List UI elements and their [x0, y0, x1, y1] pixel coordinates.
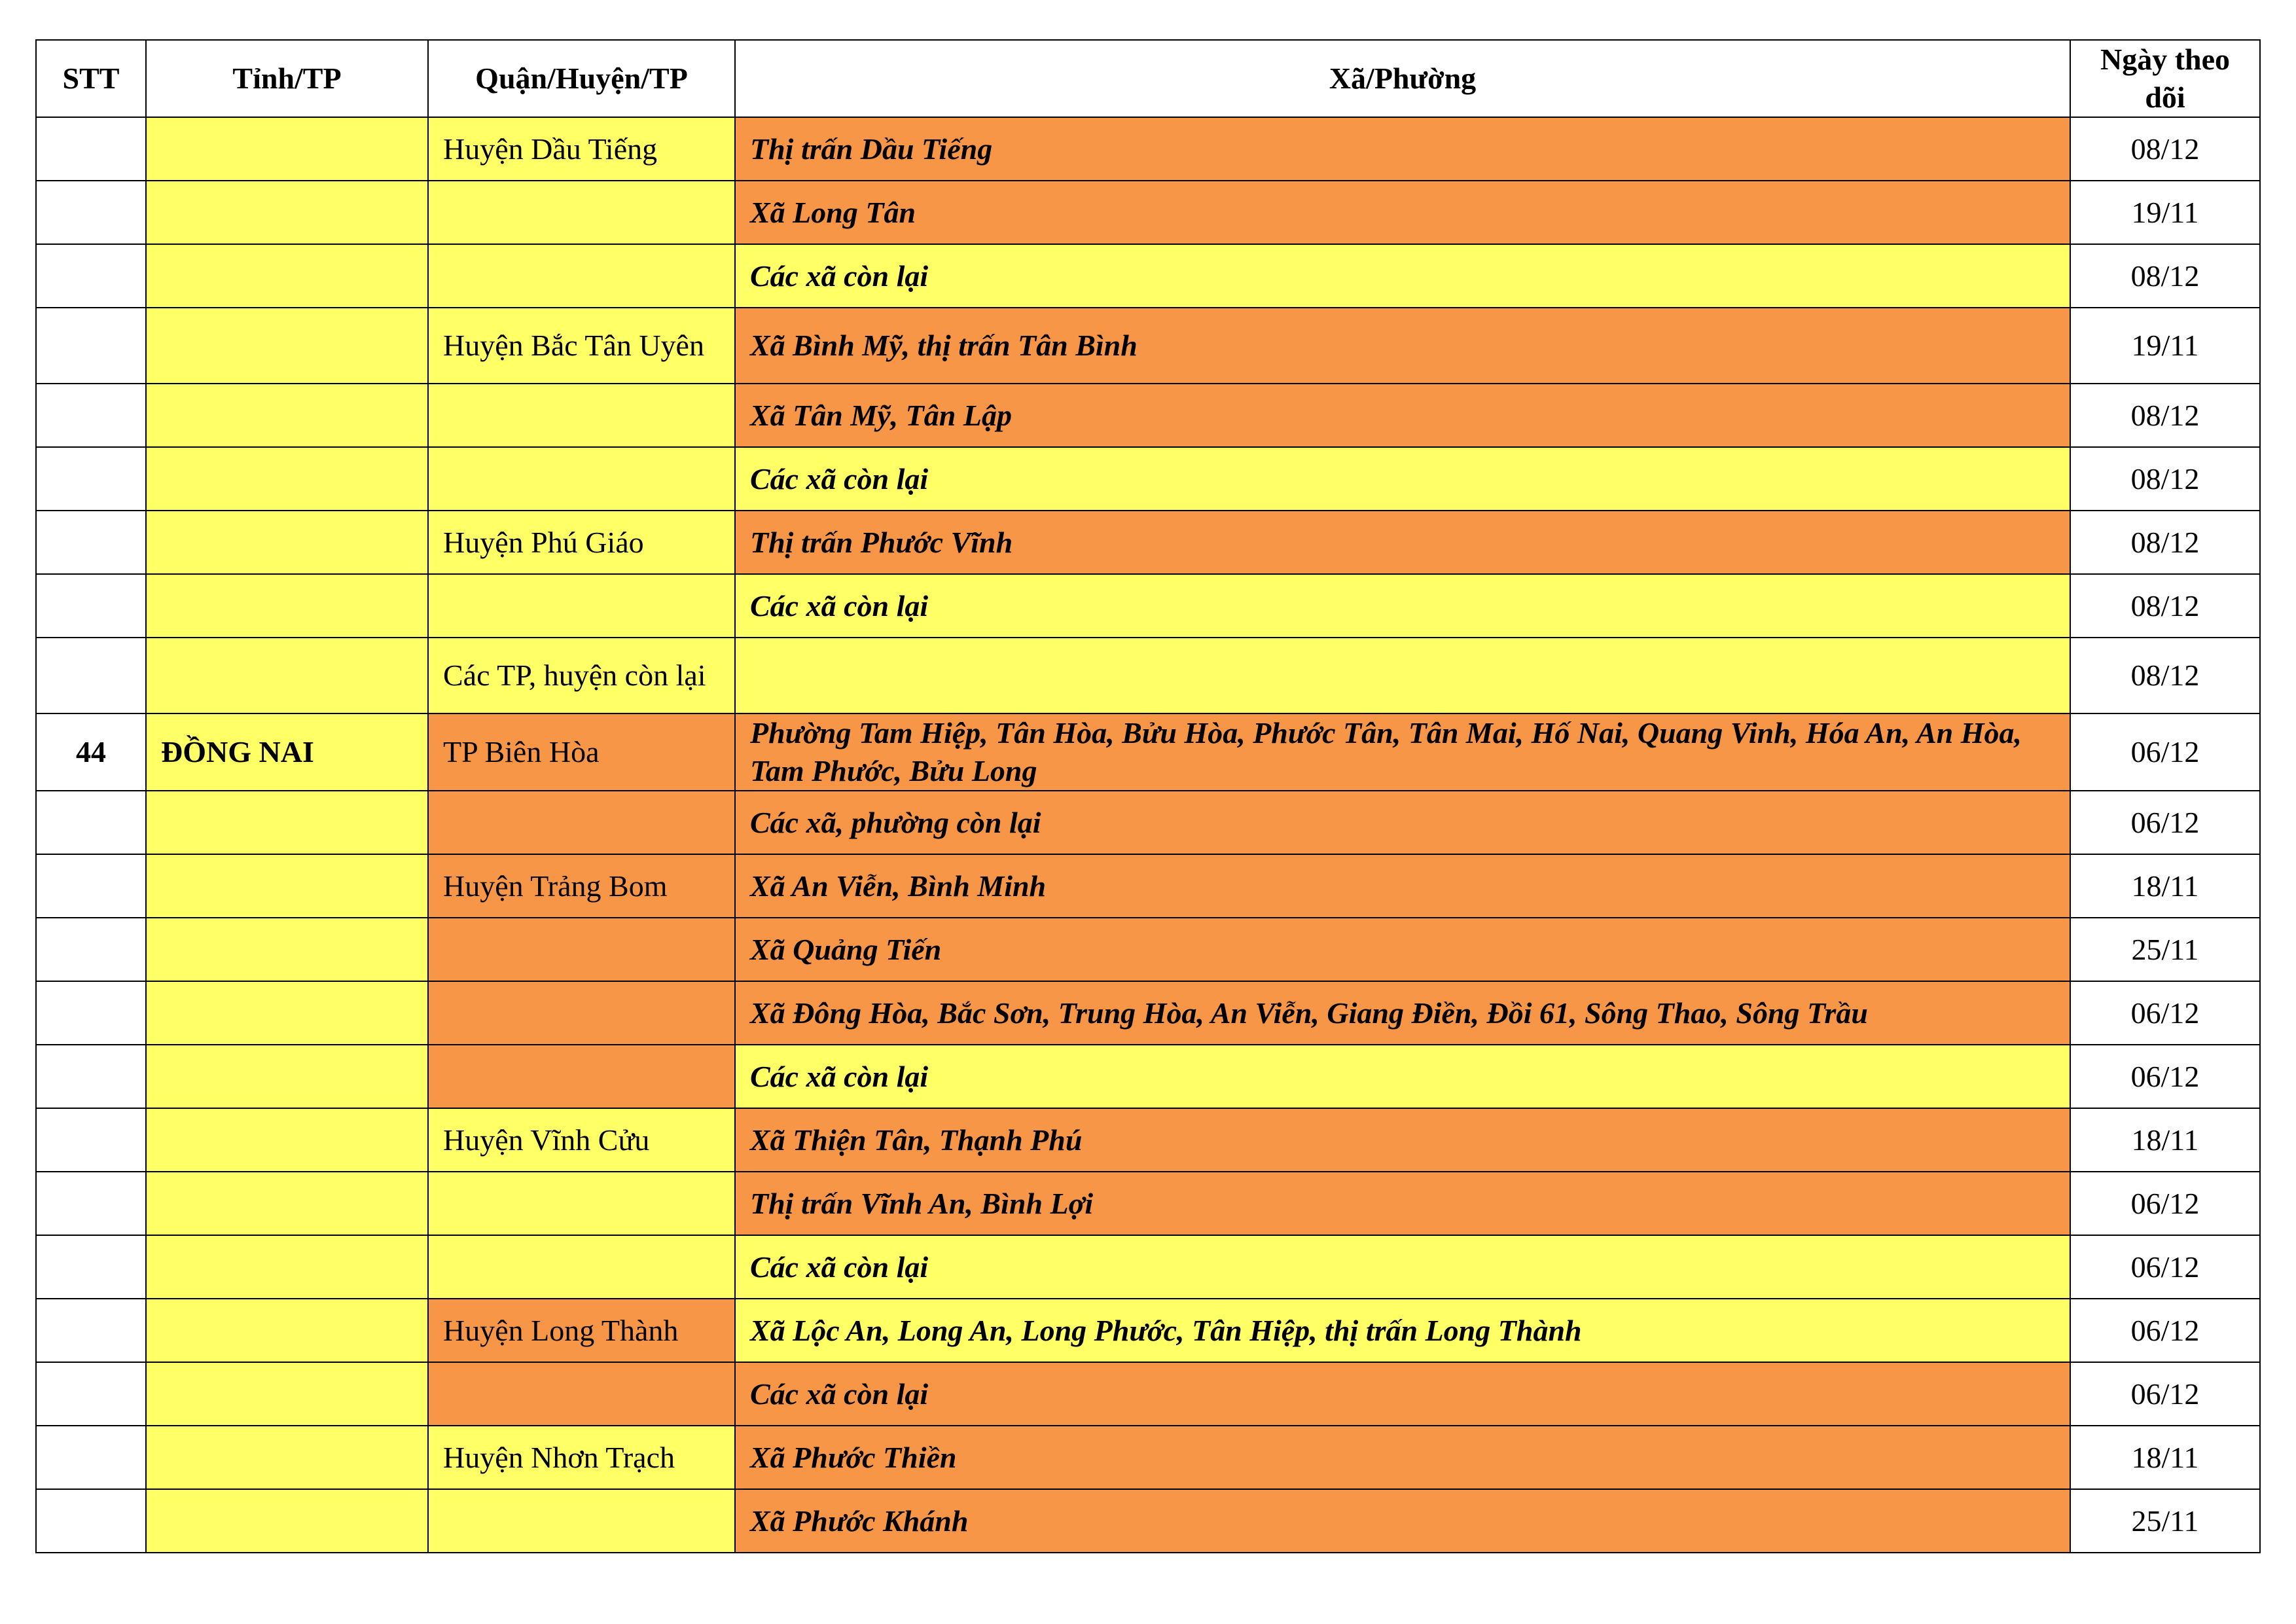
- date-cell: 08/12: [2070, 574, 2260, 638]
- ward-cell: Các xã còn lại: [735, 574, 2070, 638]
- date-cell: 06/12: [2070, 1235, 2260, 1299]
- district-cell: Huyện Vĩnh Cửu: [428, 1108, 735, 1172]
- district-cell: [428, 1489, 735, 1553]
- stt-cell: [36, 1426, 146, 1489]
- table-row: [36, 1045, 2260, 1108]
- date-cell: 25/11: [2070, 1489, 2260, 1553]
- province-cell: [146, 1045, 428, 1108]
- date-cell: 08/12: [2070, 244, 2260, 308]
- date-cell: 08/12: [2070, 447, 2260, 511]
- date-cell: 06/12: [2070, 1362, 2260, 1426]
- stt-cell: [36, 1299, 146, 1362]
- stt-cell: [36, 181, 146, 244]
- stt-cell: [36, 1172, 146, 1235]
- header-date: Ngày theo dõi: [2070, 40, 2260, 117]
- stt-cell: [36, 574, 146, 638]
- stt-cell: [36, 1362, 146, 1426]
- ward-cell: Xã Long Tân: [735, 181, 2070, 244]
- table-row: [36, 854, 2260, 918]
- stt-cell: [36, 1108, 146, 1172]
- stt-cell: [36, 791, 146, 854]
- table-row: [36, 1108, 2260, 1172]
- date-cell: 18/11: [2070, 854, 2260, 918]
- province-cell: [146, 791, 428, 854]
- stt-cell: [36, 117, 146, 181]
- district-cell: TP Biên Hòa: [428, 713, 735, 791]
- district-cell: [428, 447, 735, 511]
- province-cell: [146, 1362, 428, 1426]
- header-stt: STT: [36, 40, 146, 117]
- stt-cell: [36, 854, 146, 918]
- date-cell: 18/11: [2070, 1108, 2260, 1172]
- province-cell: [146, 981, 428, 1045]
- table-row: [36, 713, 2260, 791]
- district-cell: [428, 1235, 735, 1299]
- table-row: [36, 117, 2260, 181]
- district-cell: [428, 574, 735, 638]
- district-cell: [428, 1362, 735, 1426]
- stt-cell: [36, 308, 146, 384]
- district-cell: Huyện Trảng Bom: [428, 854, 735, 918]
- stt-cell: [36, 918, 146, 981]
- table-row: [36, 181, 2260, 244]
- ward-cell: Xã An Viễn, Bình Minh: [735, 854, 2070, 918]
- province-cell: [146, 511, 428, 574]
- ward-cell: Xã Bình Mỹ, thị trấn Tân Bình: [735, 308, 2070, 384]
- date-cell: 06/12: [2070, 713, 2260, 791]
- stt-cell: [36, 447, 146, 511]
- ward-cell: Các xã còn lại: [735, 1045, 2070, 1108]
- table-row: [36, 638, 2260, 713]
- ward-cell: Các xã còn lại: [735, 447, 2070, 511]
- ward-cell: Phường Tam Hiệp, Tân Hòa, Bửu Hòa, Phước Tân, Tân Mai, Hố Nai, Quang Vinh, Hóa An, An Hòa, Tam Phước, Bửu Long: [735, 713, 2070, 791]
- stt-cell: [36, 638, 146, 713]
- date-cell: 19/11: [2070, 308, 2260, 384]
- province-cell: [146, 308, 428, 384]
- date-cell: 08/12: [2070, 384, 2260, 447]
- province-cell: [146, 1108, 428, 1172]
- header-ward: Xã/Phường: [735, 40, 2070, 117]
- date-cell: 08/12: [2070, 511, 2260, 574]
- date-cell: 06/12: [2070, 981, 2260, 1045]
- ward-cell: [735, 638, 2070, 713]
- stt-cell: [36, 244, 146, 308]
- province-cell: [146, 854, 428, 918]
- ward-cell: Thị trấn Phước Vĩnh: [735, 511, 2070, 574]
- province-cell: [146, 1299, 428, 1362]
- district-cell: Các TP, huyện còn lại: [428, 638, 735, 713]
- province-cell: [146, 447, 428, 511]
- table-row: [36, 1426, 2260, 1489]
- table-row: [36, 791, 2260, 854]
- stt-cell: [36, 511, 146, 574]
- district-cell: Huyện Dầu Tiếng: [428, 117, 735, 181]
- ward-cell: Xã Đông Hòa, Bắc Sơn, Trung Hòa, An Viễn, Giang Điền, Đồi 61, Sông Thao, Sông Trầu: [735, 981, 2070, 1045]
- province-cell: [146, 181, 428, 244]
- table-row: [36, 1489, 2260, 1553]
- district-cell: Huyện Long Thành: [428, 1299, 735, 1362]
- ward-cell: Các xã còn lại: [735, 1235, 2070, 1299]
- ward-cell: Xã Thiện Tân, Thạnh Phú: [735, 1108, 2070, 1172]
- date-cell: 18/11: [2070, 1426, 2260, 1489]
- header-row: [36, 40, 2260, 117]
- ward-cell: Các xã còn lại: [735, 244, 2070, 308]
- date-cell: 19/11: [2070, 181, 2260, 244]
- table-row: [36, 384, 2260, 447]
- ward-cell: Thị trấn Vĩnh An, Bình Lợi: [735, 1172, 2070, 1235]
- table-row: [36, 511, 2260, 574]
- province-cell: ĐỒNG NAI: [146, 713, 428, 791]
- district-cell: Huyện Bắc Tân Uyên: [428, 308, 735, 384]
- district-cell: [428, 918, 735, 981]
- ward-cell: Xã Quảng Tiến: [735, 918, 2070, 981]
- stt-cell: 44: [36, 713, 146, 791]
- monitoring-table: [35, 39, 2261, 1553]
- ward-cell: Các xã, phường còn lại: [735, 791, 2070, 854]
- ward-cell: Các xã còn lại: [735, 1362, 2070, 1426]
- header-district: Quận/Huyện/TP: [428, 40, 735, 117]
- ward-cell: Xã Tân Mỹ, Tân Lập: [735, 384, 2070, 447]
- date-cell: 08/12: [2070, 117, 2260, 181]
- district-cell: [428, 181, 735, 244]
- table-body: [36, 117, 2260, 1553]
- province-cell: [146, 384, 428, 447]
- table-row: [36, 1362, 2260, 1426]
- stt-cell: [36, 1045, 146, 1108]
- province-cell: [146, 1172, 428, 1235]
- province-cell: [146, 638, 428, 713]
- district-cell: [428, 981, 735, 1045]
- table-row: [36, 1172, 2260, 1235]
- stt-cell: [36, 384, 146, 447]
- district-cell: [428, 384, 735, 447]
- date-cell: 06/12: [2070, 791, 2260, 854]
- date-cell: 06/12: [2070, 1299, 2260, 1362]
- district-cell: [428, 1172, 735, 1235]
- table-row: [36, 308, 2260, 384]
- ward-cell: Xã Phước Khánh: [735, 1489, 2070, 1553]
- table-row: [36, 981, 2260, 1045]
- district-cell: [428, 791, 735, 854]
- header-province: Tỉnh/TP: [146, 40, 428, 117]
- province-cell: [146, 1235, 428, 1299]
- district-cell: [428, 1045, 735, 1108]
- stt-cell: [36, 981, 146, 1045]
- table-row: [36, 447, 2260, 511]
- ward-cell: Xã Lộc An, Long An, Long Phước, Tân Hiệp, thị trấn Long Thành: [735, 1299, 2070, 1362]
- province-cell: [146, 1489, 428, 1553]
- date-cell: 08/12: [2070, 638, 2260, 713]
- table-row: [36, 918, 2260, 981]
- table-row: [36, 1299, 2260, 1362]
- table-row: [36, 574, 2260, 638]
- district-cell: [428, 244, 735, 308]
- ward-cell: Thị trấn Dầu Tiếng: [735, 117, 2070, 181]
- province-cell: [146, 574, 428, 638]
- district-cell: Huyện Phú Giáo: [428, 511, 735, 574]
- district-cell: Huyện Nhơn Trạch: [428, 1426, 735, 1489]
- province-cell: [146, 117, 428, 181]
- date-cell: 25/11: [2070, 918, 2260, 981]
- date-cell: 06/12: [2070, 1172, 2260, 1235]
- stt-cell: [36, 1489, 146, 1553]
- province-cell: [146, 918, 428, 981]
- ward-cell: Xã Phước Thiền: [735, 1426, 2070, 1489]
- date-cell: 06/12: [2070, 1045, 2260, 1108]
- table-row: [36, 1235, 2260, 1299]
- province-cell: [146, 244, 428, 308]
- stt-cell: [36, 1235, 146, 1299]
- province-cell: [146, 1426, 428, 1489]
- table-row: [36, 244, 2260, 308]
